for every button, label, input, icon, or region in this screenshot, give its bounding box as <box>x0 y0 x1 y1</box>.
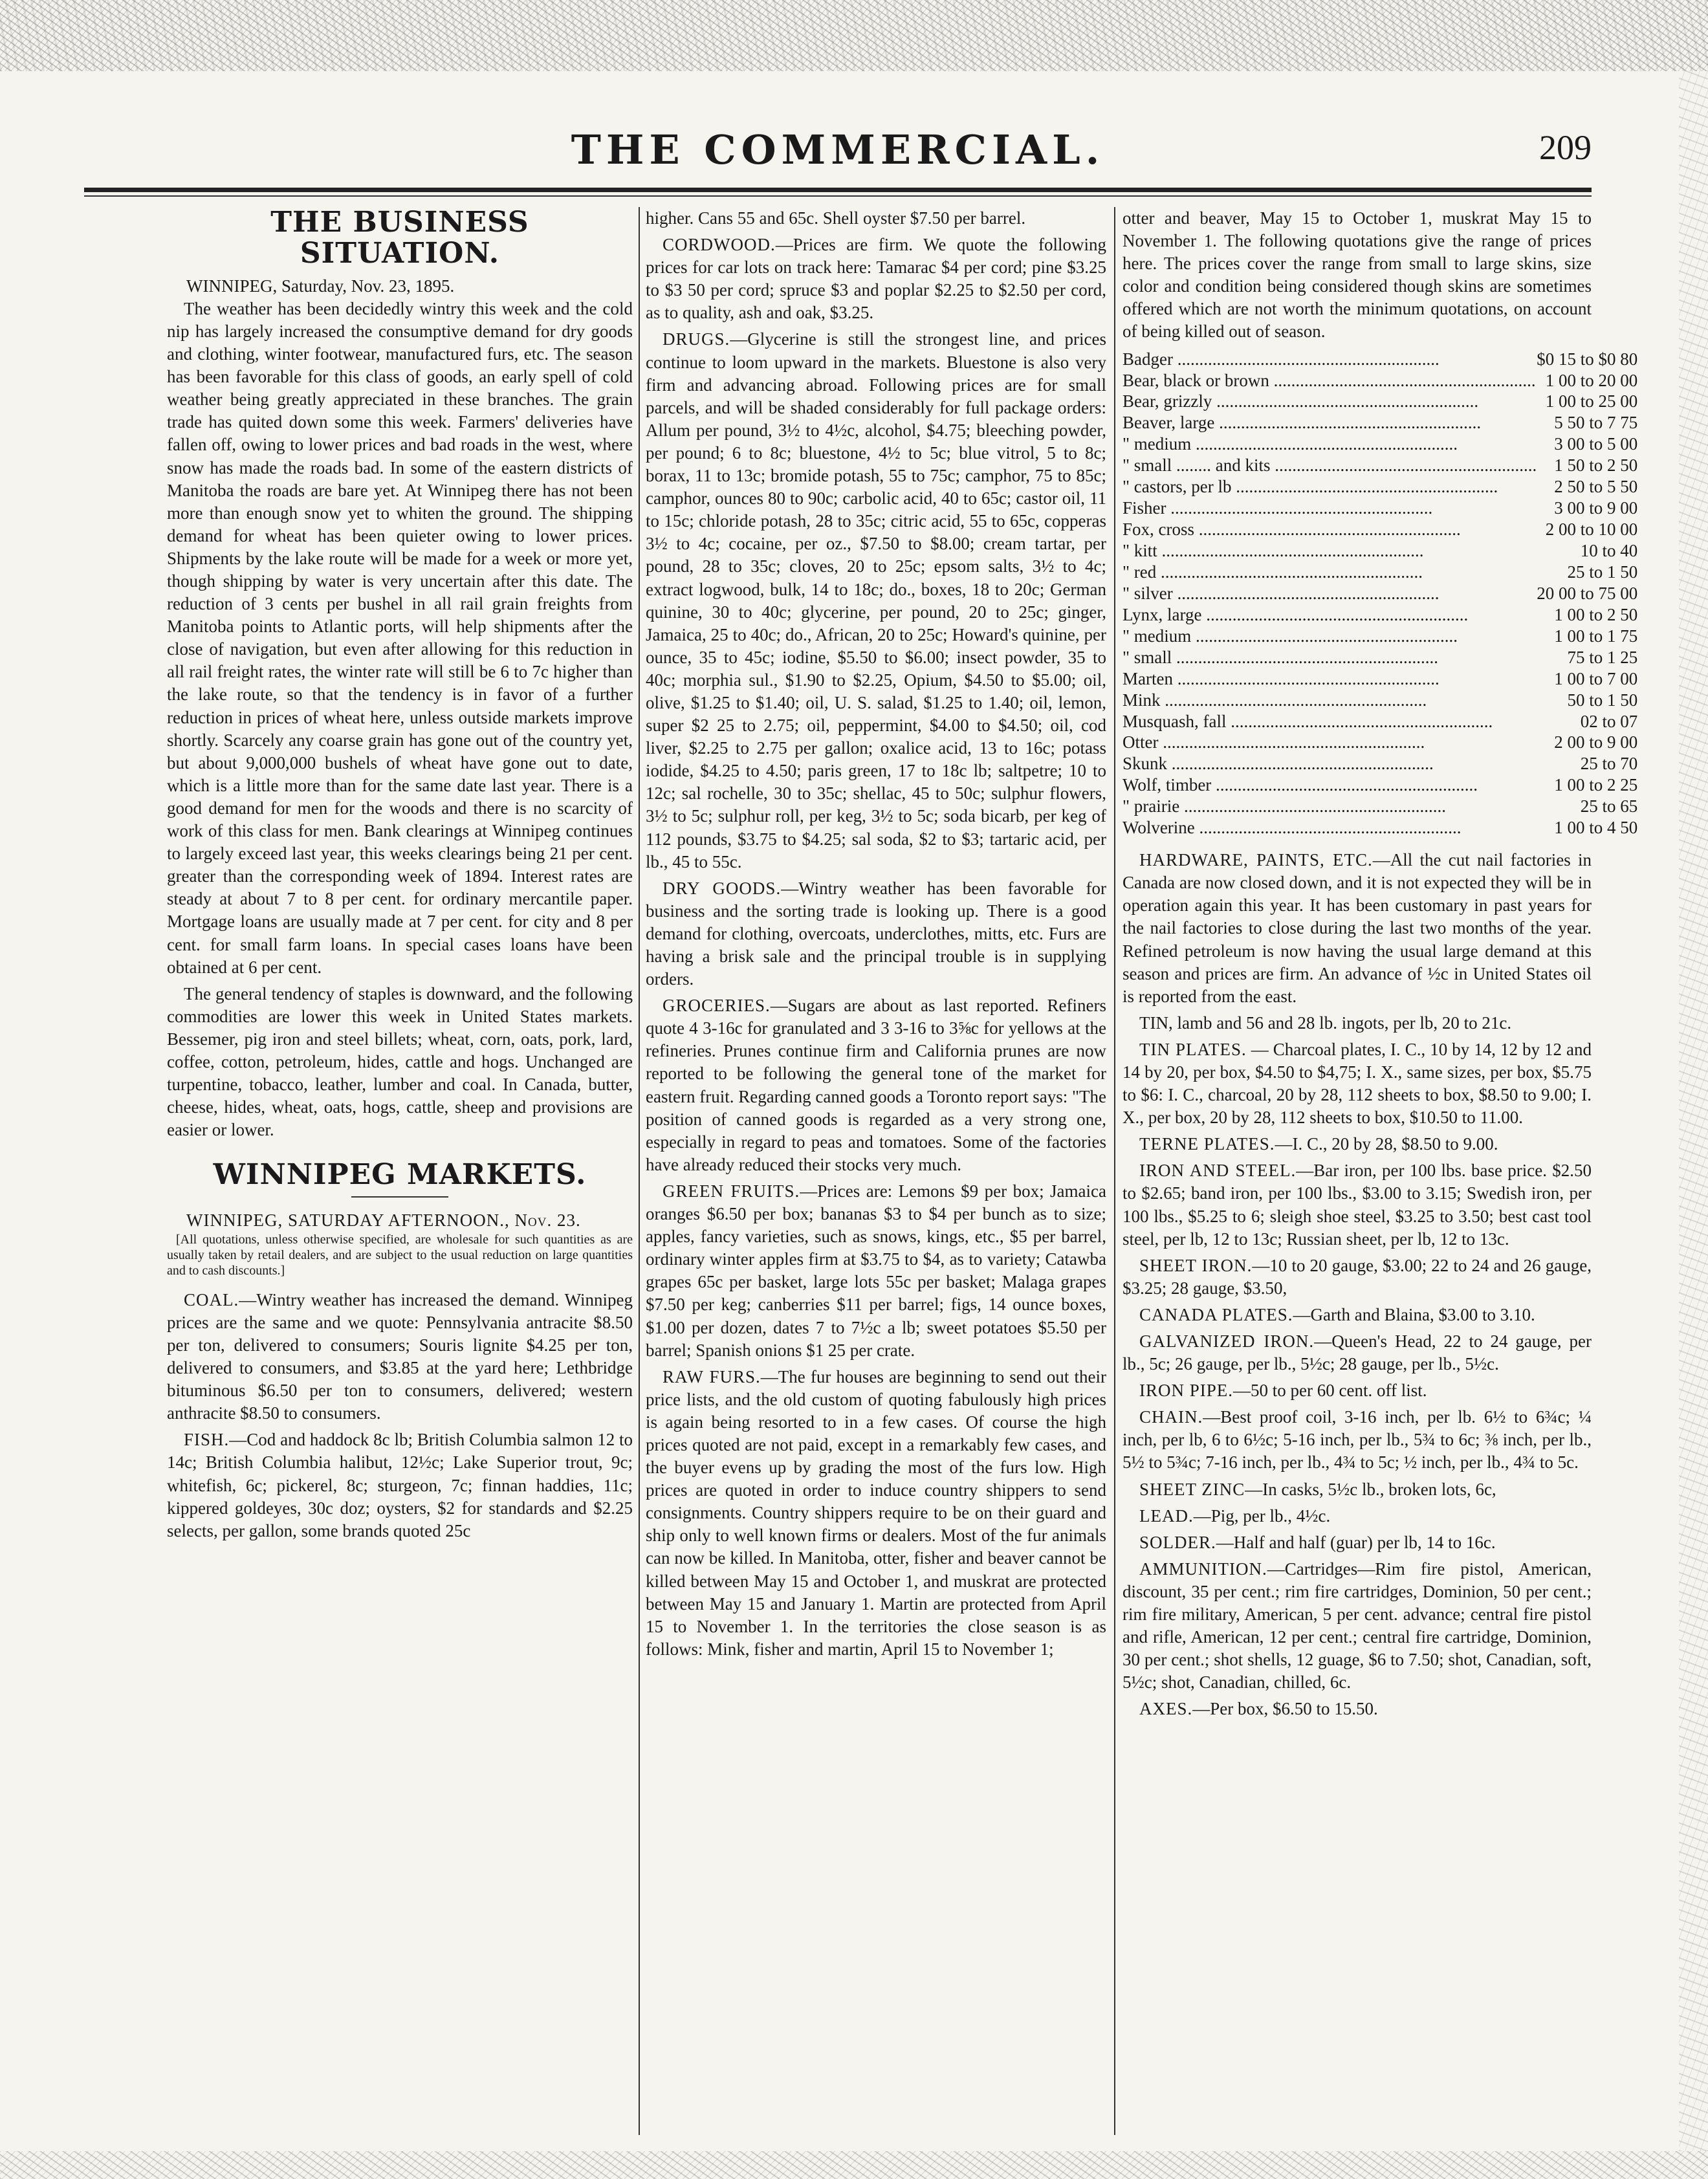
fur-price-row <box>1122 626 1637 647</box>
continued-text: higher. Cans 55 and 65c. Shell oyster $7.50 per barrel. <box>646 208 1026 228</box>
fur-price-row <box>1122 753 1637 774</box>
masthead-rule-thin <box>84 195 1592 197</box>
fur-name: Otter ............................................................ <box>1122 732 1425 752</box>
market-entry-terne-plates <box>1122 1133 1592 1155</box>
fur-name: " castors, per lb ............................................................ <box>1122 477 1498 497</box>
column-1 <box>167 207 633 2135</box>
fur-name: " medium ............................................................ <box>1122 626 1458 646</box>
fur-price-row <box>1122 370 1637 391</box>
entry-text: —Pig, per lb., 4½c. <box>1193 1506 1331 1526</box>
market-entry-lead <box>1122 1505 1592 1527</box>
fur-name: " red ............................................................ <box>1122 562 1423 582</box>
entry-lead: CANADA PLATES. <box>1139 1304 1293 1324</box>
market-entry-hardware <box>1122 849 1592 1008</box>
fur-price: 1 00 to 2 25 <box>1554 775 1638 795</box>
fur-price: 25 to 65 <box>1580 796 1638 816</box>
fur-name: " silver ............................................................ <box>1122 583 1440 603</box>
entry-text: —50 to per 60 cent. off list. <box>1233 1381 1427 1401</box>
entry-lead: COAL. <box>184 1289 239 1309</box>
fur-price: 10 to 40 <box>1580 541 1638 560</box>
fur-price-row <box>1122 540 1637 562</box>
entry-text: —Glycerine is still the strongest line, and prices continue to loom upward in the markets. Bluestone is also very firm and advancing abroad. Following prices are for small parcels, and will be shaded considerably for full package orders: Allum per pound, 3½ to 4½c, alcohol, $4.75; bleeching powder, per pound; 6 to 8c; bluestone, 4½ to 5c; blue vitrol, 5 to 8c; borax, 11 to 13c; bromide potash, 55 to 75c; camphor, 75 to 85c; camphor, ounces 80 to 90c; carbolic acid, 40 to 65c; castor oil, 11 to 15c; chloride potash, 28 to 35c; citric acid, 55 to 65c, copperas 3½ to 4c; cocaine, per oz., $7.50 to $8.00; cream tartar, per pound, 28 to 35c; cloves, 20 to 25c; epsom salts, 3½ to 4c; extract logwood, bulk, 14 to 18c; do., boxes, 18 to 20c; German quinine, 30 to 40c; glycerine, per pound, 20 to 25c; ginger, Jamaica, 25 to 40c; do., African, 20 to 25c; Howard's quinine, per ounce, 35 to 45c; iodine, $5.50 to $6.00; insect powder, 35 to 40c; morphia sul., $1.90 to $2.25, Opium, $4.50 to $5.00; oil, olive, $1.25 to $1.40; oil, U. S. salad, $1.25 to 1.40; oil, lemon, super $2 25 to 2.75; oil, peppermint, $4.00 to $4.50; oil, cod liver, $2.25 to 2.75 per gallon; oxalice acid, 13 to 16c; potass iodide, $4.25 to 4.50; paris green, 17 to 18c lb; saltpetre; 10 to 12c; sal rochelle, 30 to 35c; shellac, 45 to 50c; sulphur flowers, 3½ to 5c; sulphur roll, per keg, 3½ to 5c; soda bicarb, per keg of 112 pounds, $3.75 to $4.25; sal soda, $2 to $3; tartaric acid, per lb., 45 to 55c. <box>646 329 1106 871</box>
entry-text: —Wintry weather has been favorable for business and the sorting trade is looking up. There is a good demand for clothing, overcoats, underclothes, mitts, etc. Furs are having a brisk sale and the principal trouble is in supplying orders. <box>646 878 1107 989</box>
scan-noise-top <box>0 0 1708 71</box>
entry-lead: RAW FURS. <box>662 1366 761 1386</box>
entry-text: —Per box, $6.50 to 15.50. <box>1192 1699 1378 1719</box>
entry-text: —Prices are: Lemons $9 per box; Jamaica oranges $6.50 per box; bananas $3 to $4 per bunch as to size; apples, fancy varieties, such as snows, kings, etc., $5 per barrel, ordinary winter apples firm at $3.75 to $4, as to variety; Catawba grapes 65c per basket, large lots 55c per basket; Malaga grapes $7.50 per keg; canberries $11 per barrel; figs, 14 ounce boxes, $1.00 per dozen, dates 7 to 7½c a lb; sweet potatoes $5.50 per barrel; Spanish onions $1 25 per crate. <box>646 1181 1106 1360</box>
fur-price-row <box>1122 690 1637 711</box>
fur-name: Badger ............................................................ <box>1122 349 1440 369</box>
entry-lead: GREEN FRUITS. <box>662 1181 800 1201</box>
fur-name: Lynx, large ............................................................ <box>1122 604 1469 624</box>
fur-name: Mink ............................................................ <box>1122 690 1427 710</box>
fur-price: 25 to 70 <box>1580 754 1638 774</box>
entry-text: —All the cut nail factories in Canada are now closed down, and it is not expected they will be in operation again this year. It has been customary in past years for the nail factories to close during the last two months of the year. Refined petroleum is now having the usual large demand at this season and prices are firm. An advance of ½c in United States oil is reported from the east. <box>1122 850 1592 1006</box>
fur-price: 20 00 to 75 00 <box>1537 583 1638 603</box>
entry-text: —Sugars are about as last reported. Refiners quote 4 3-16c for granulated and 3 3-16 to 3⅝c for yellows at the refineries. Prunes continue firm and California prunes are now reported to be following the general tone of the market for eastern fruit. Regarding canned goods a Toronto report says: "The position of canned goods is regarded as a very strong one, especially in regard to peas and tomatoes. Some of the factories have already reduced their stocks very much. <box>646 996 1106 1174</box>
fur-name: Marten ............................................................ <box>1122 668 1440 688</box>
entry-text: —Cartridges—Rim fire pistol, American, discount, 35 per cent.; rim fire cartridges, Dominion, 50 per cent.; rim fire military, American, 5 per cent. advance; central fire pistol and rifle, American, 12 per cent.; central fire cartridge, Dominion, 30 per cent.; shot shells, 12 guage, $6 to 7.50; shot, Canadian, soft, 5½c; shot, Canadian, chilled, 6c. <box>1122 1559 1592 1692</box>
fur-price-table <box>1122 349 1637 839</box>
dateline: WINNIPEG, Saturday, Nov. 23, 1895. <box>186 276 455 296</box>
entry-text: —Wintry weather has increased the demand. Winnipeg prices are the same and we quote: Pennsylvania antracite $8.50 per ton, delivered to consumers; Souris lignite $4.25 per ton, delivered to consumers, and $3.85 at the yard here; Lethbridge bituminous $6.50 per ton to consumers, delivered; western anthracite $8.50 to consumers. <box>167 1289 633 1423</box>
entry-lead: SHEET ZINC <box>1139 1479 1245 1499</box>
fur-price: 1 00 to 4 50 <box>1554 818 1638 838</box>
fur-price-row <box>1122 668 1637 690</box>
market-entry-green-fruits <box>646 1180 1106 1362</box>
entry-lead: AMMUNITION. <box>1139 1559 1267 1579</box>
fur-price-row <box>1122 796 1637 817</box>
entry-lead: IRON AND STEEL. <box>1139 1161 1297 1181</box>
entry-text: —Prices are firm. We quote the following prices for car lots on track here: Tamarac $4 per cord; pine $3.25 to $3 50 per cord; spruce $3 and poplar $2.25 to $2.50 per cord, as to quality, ash and oak, $3.25. <box>646 235 1106 323</box>
fur-price-row <box>1122 647 1637 668</box>
entry-lead: TIN PLATES. <box>1139 1039 1247 1059</box>
fur-price: $0 15 to $0 80 <box>1537 349 1638 369</box>
fur-name: " kitt ............................................................ <box>1122 541 1424 560</box>
fur-name: Fisher ............................................................ <box>1122 498 1433 518</box>
entry-lead: CORDWOOD. <box>662 235 776 255</box>
dateline: WINNIPEG, SATURDAY AFTERNOON., Nov. 23. <box>186 1210 581 1230</box>
continued-text: otter and beaver, May 15 to October 1, muskrat May 15 to November 1. The following quotations give the range of prices here. The prices cover the range from small to large skins, size color and condition being considered though skins are sometimes offered which are not worth the minimum quotations, on account of being killed out of season. <box>1122 208 1592 342</box>
fur-price: 02 to 07 <box>1580 711 1638 731</box>
entry-text: —I. C., 20 by 28, $8.50 to 9.00. <box>1275 1134 1498 1154</box>
column-2 <box>646 207 1106 2135</box>
fur-name: Musquash, fall ............................................................ <box>1122 711 1493 731</box>
scan-noise-bottom <box>0 2151 1708 2179</box>
column-divider <box>639 207 640 2135</box>
fur-price: 25 to 1 50 <box>1567 562 1638 582</box>
fur-price-row <box>1122 433 1637 455</box>
fur-name: Bear, grizzly ............................................................ <box>1122 391 1479 411</box>
fur-price-row <box>1122 391 1637 412</box>
entry-text: —Best proof coil, 3-16 inch, per lb. 6½ to 6¾c; ¼ inch, per lb, 6 to 6½c; 5-16 inch, per lb., 5¾ to 6c; ⅜ inch, per lb., 5½ to 5¾c; 7-16 inch, per lb., 4¾ to 5c; ½ inch, per lb., 4¾ to 5c. <box>1122 1407 1592 1473</box>
entry-lead: IRON PIPE. <box>1139 1381 1234 1401</box>
entry-lead: SHEET IRON. <box>1139 1255 1253 1275</box>
quotation-note: [All quotations, unless otherwise specified, are wholesale for such quantities as are usually taken by retail dealers, and are subject to the usual reduction on large quantities and to cash discounts.] <box>167 1232 633 1278</box>
market-entry-iron-pipe <box>1122 1379 1592 1402</box>
fur-price-row <box>1122 349 1637 370</box>
fur-price-row <box>1122 519 1637 540</box>
entry-text: —Cod and haddock 8c lb; British Columbia salmon 12 to 14c; British Columbia halibut, 12½c; Lake Superior trout, 9c; whitefish, 6c; pickerel, 8c; sturgeon, 7c; finnan haddies, 11c; kippered goldeyes, 30c doz; oysters, $2 for standards and $2.25 selects, per gallon, some brands quoted 25c <box>167 1430 633 1540</box>
article-paragraph: The weather has been decidedly wintry this week and the cold nip has largely increased the consumptive demand for dry goods and clothing, winter footwear, manufactured furs, etc. The season has been favorable for this class of goods, an early spell of cold weather being greatly appreciated in these branches. The grain trade has quited down some this week. Farmers' deliveries have fallen off, owing to lower prices and bad roads in the west, where snow has made the roads bad. In some of the eastern districts of Manitoba the roads are bare yet. At Winnipeg there has not been more than enough snow yet to whiten the ground. The shipping demand for wheat has been quieter owing to lower prices. Shipments by the lake route will be made for a week or more yet, though shipping by water is very uncertain after this date. The reduction of 3 cents per bushel in all rail grain freights from Manitoba points to Atlantic ports, will help shipments after the close of navigation, but even after allowing for this reduction in all rail freight rates, the winter rate will still be 6 to 7c higher than the lake route, so that the tendency is in favor of a further reduction in prices of wheat here, unless outside markets improve shortly. Scarcely any coarse grain has gone out of the country yet, but about 9,000,000 bushels of wheat have gone out to date, which is a little more than for the same date last year. There is a good demand for men for the woods and there is no scarcity of work of this class for men. Bank clearings at Winnipeg continues to largely exceed last year, this weeks clearings being 21 per cent. greater than the corresponding week of 1894. Interest rates are steady at about 7 to 8 per cent. for ordinary mercantile paper. Mortgage loans are usually made at 7 per cent. for city and 8 per cent. for small farm loans. In special cases loans have been obtained at 6 per cent. <box>167 298 633 977</box>
fur-name: Bear, black or brown ............................................................ <box>1122 370 1536 390</box>
entry-lead: LEAD. <box>1139 1506 1194 1526</box>
fur-price: 1 00 to 7 00 <box>1554 668 1638 688</box>
fur-name: " prairie ............................................................ <box>1122 796 1446 816</box>
entry-lead: CHAIN. <box>1139 1407 1203 1427</box>
masthead <box>84 120 1592 191</box>
fur-price-row <box>1122 562 1637 583</box>
entry-text: —Garth and Blaina, $3.00 to 3.10. <box>1293 1304 1535 1324</box>
entry-text: —Queen's Head, 22 to 24 gauge, per lb., 5c; 26 gauge, per lb., 5½c; 28 gauge, per lb., 5½c. <box>1122 1331 1592 1374</box>
entry-lead: TERNE PLATES. <box>1139 1134 1275 1154</box>
entry-lead: HARDWARE, PAINTS, ETC. <box>1139 850 1373 870</box>
fur-price-row <box>1122 604 1637 626</box>
entry-lead: DRUGS. <box>662 329 730 349</box>
column-3 <box>1122 207 1638 2135</box>
fur-name: Wolf, timber ............................................................ <box>1122 775 1478 795</box>
market-entry-axes <box>1122 1698 1592 1720</box>
market-entry-cordwood <box>646 234 1106 324</box>
entry-lead: SOLDER. <box>1139 1532 1216 1552</box>
scan-noise-right <box>1679 71 1708 2151</box>
fur-name: Wolverine ............................................................ <box>1122 818 1462 838</box>
entry-text: —Half and half (guar) per lb, 14 to 16c. <box>1216 1532 1496 1552</box>
market-entry-iron-steel <box>1122 1159 1592 1250</box>
market-entry-chain <box>1122 1406 1592 1474</box>
market-entry-solder <box>1122 1531 1592 1554</box>
article-heading-winnipeg-markets: WINNIPEG MARKETS. <box>213 1158 587 1192</box>
market-entry-canada-plates <box>1122 1304 1592 1326</box>
fur-price: 1 00 to 2 50 <box>1554 604 1638 624</box>
entry-text: —Bar iron, per 100 lbs. base price. $2.50 to $2.65; band iron, per 100 lbs., $3.00 to 3.15; Swedish iron, per 100 lbs., $5.25 to 6; sleigh shoe steel, $3.25 to 3.50; best cast tool steel, per lb, 12 to 13c; Russian sheet, per lb, 12 to 13c. <box>1122 1161 1592 1249</box>
fur-name: " small ........ and kits ............................................................ <box>1122 455 1537 476</box>
fur-price: 1 50 to 2 50 <box>1554 455 1638 476</box>
entry-text: —In casks, 5½c lb., broken lots, 6c, <box>1245 1479 1496 1499</box>
fur-price-row <box>1122 774 1637 796</box>
entry-lead: AXES. <box>1139 1699 1193 1719</box>
entry-text: — Charcoal plates, I. C., 10 by 14, 12 by 12 and 14 by 20, per box, $4.50 to $4,75; I. X., same sizes, per box, $5.75 to $6: I. C., charcoal, 20 by 28, 112 sheets to box, $8.50 to 9.00; I. X., per box, 20 by 28, 112 sheets to box, $10.50 to 11.00. <box>1122 1039 1592 1128</box>
market-entry-tin: TIN, lamb and 56 and 28 lb. ingots, per lb, 20 to 21c. <box>1139 1013 1512 1033</box>
entry-lead: GALVANIZED IRON. <box>1139 1331 1315 1351</box>
fur-price: 5 50 to 7 75 <box>1554 413 1638 433</box>
fur-price-row <box>1122 711 1637 732</box>
page-number: 209 <box>1539 128 1592 167</box>
article-paragraph: The general tendency of staples is downward, and the following commodities are lower this week in United States markets. Bessemer, pig iron and steel billets; wheat, corn, oats, pork, lard, coffee, cotton, petroleum, hides, cattle and hogs. Unchanged are turpentine, tobacco, leather, lumber and coal. In Canada, butter, cheese, hides, wheat, oats, hogs, cattle, sheep and provisions are easier or lower. <box>167 983 633 1140</box>
fur-price: 75 to 1 25 <box>1567 647 1638 667</box>
fur-price: 2 00 to 9 00 <box>1554 732 1638 752</box>
fur-name: " small ............................................................ <box>1122 647 1439 667</box>
fur-price: 1 00 to 20 00 <box>1545 370 1638 390</box>
fur-price: 3 00 to 9 00 <box>1554 498 1638 518</box>
entry-text: —The fur houses are beginning to send out their price lists, and the old custom of quoting fabulously high prices is again being resorted to in a few cases. Of course the high prices quoted are not paid, except in a remarkably few cases, and the buyer evens up by grading the most of the furs low. High prices are quoted in order to induce country shippers to send consignments. Country shippers require to be on their guard and ship only to well known firms or dealers. Most of the fur animals can now be killed. In Manitoba, otter, fisher and beaver cannot be killed between May 15 and October 1, and muskrat are protected between May 15 and January 1. Martin are protected from April 15 to November 1. In the territories the close season is as follows: Mink, fisher and martin, April 15 to November 1; <box>646 1366 1106 1659</box>
heading-rule <box>351 1196 448 1198</box>
fur-name: " medium ............................................................ <box>1122 434 1458 454</box>
fur-price: 2 50 to 5 50 <box>1554 477 1638 497</box>
fur-price-row <box>1122 498 1637 519</box>
fur-price: 1 00 to 25 00 <box>1545 391 1638 411</box>
market-entry-galvanized-iron <box>1122 1330 1592 1375</box>
fur-name: Skunk ............................................................ <box>1122 754 1434 774</box>
market-entry-coal <box>167 1289 633 1425</box>
entry-lead: FISH. <box>184 1430 230 1450</box>
fur-price-row <box>1122 455 1637 476</box>
entry-lead: GROCERIES. <box>662 996 771 1016</box>
column-divider <box>1114 207 1115 2135</box>
fur-price: 2 00 to 10 00 <box>1545 520 1638 540</box>
market-entry-drugs <box>646 328 1106 873</box>
market-entry-sheet-iron <box>1122 1254 1592 1300</box>
market-entry-sheet-zinc <box>1122 1478 1592 1501</box>
article-heading-business-situation: THE BUSINESS SITUATION. <box>270 206 529 270</box>
market-entry-groceries <box>646 994 1106 1176</box>
market-entry-fish <box>167 1429 633 1542</box>
fur-price: 50 to 1 50 <box>1567 690 1638 710</box>
entry-lead: DRY GOODS. <box>662 878 782 898</box>
newspaper-title: THE COMMERCIAL. <box>571 126 1105 173</box>
market-entry-raw-furs <box>646 1366 1106 1661</box>
fur-price-row <box>1122 412 1637 433</box>
market-entry-tin-plates <box>1122 1038 1592 1129</box>
entry-text: —10 to 20 gauge, $3.00; 22 to 24 and 26 gauge, $3.25; 28 gauge, $3.50, <box>1122 1255 1592 1298</box>
fur-price-row <box>1122 732 1637 753</box>
market-entry-dry-goods <box>646 877 1106 991</box>
fur-name: Fox, cross ............................................................ <box>1122 520 1461 540</box>
fur-price-row <box>1122 583 1637 604</box>
fur-price-row <box>1122 476 1637 498</box>
market-entry-ammunition <box>1122 1558 1592 1694</box>
fur-price: 1 00 to 1 75 <box>1554 626 1638 646</box>
fur-name: Beaver, large ............................................................ <box>1122 413 1482 433</box>
fur-price-row <box>1122 817 1637 838</box>
fur-price: 3 00 to 5 00 <box>1554 434 1638 454</box>
masthead-rule-thick <box>84 188 1592 192</box>
